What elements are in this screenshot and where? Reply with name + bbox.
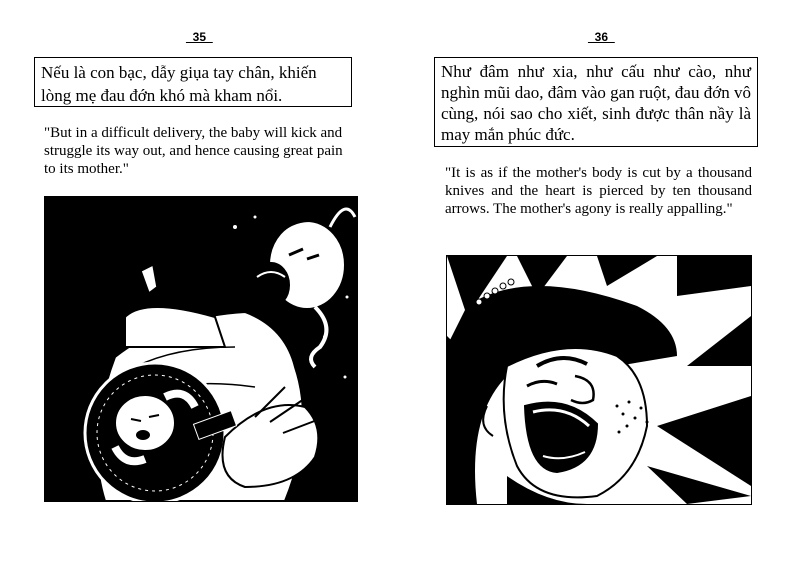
mother-agony-illustration [447,256,751,504]
right-english-text: "It is as if the mother's body is cut by a thousand knives and the heart is pierced by ten thousand arrows. The mother's agony is really appalling." [445,165,752,217]
right-vietnamese-text-box: Như đâm như xia, như cấu như cào, như nghìn mũi dao, đâm vào gan ruột, đau đớn vô cùng, nói sao cho xiết, sinh được thân nầy là may mắn phúc đức. [434,57,758,147]
right-page-number: _36_ [588,30,615,44]
left-illustration-panel [44,196,358,502]
right-illustration-panel [446,255,752,505]
difficult-delivery-illustration [45,197,357,501]
left-vietnamese-text-box: Nếu là con bạc, dẫy giụa tay chân, khiến lòng mẹ đau đớn khó mà kham nổi. [34,57,352,107]
left-page-number: _35_ [186,30,213,44]
left-english-text: "But in a difficult delivery, the baby will kick and struggle its way out, and hence causing great pain to its mother." [44,125,343,177]
